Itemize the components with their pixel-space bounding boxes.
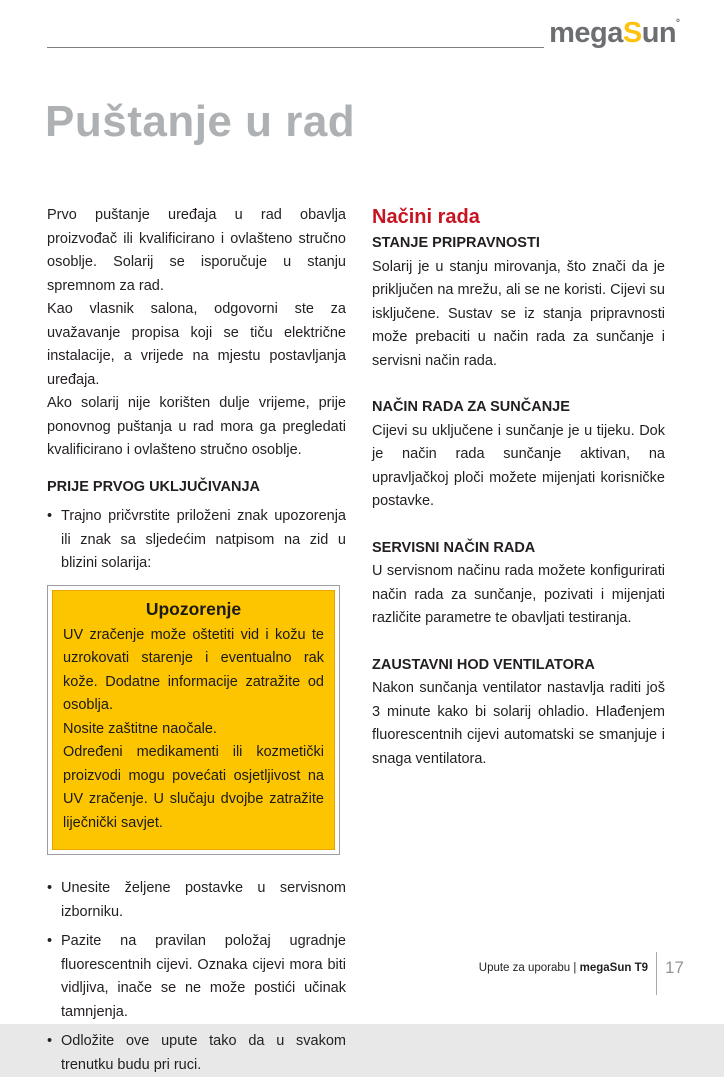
mode-title: NAČIN RADA ZA SUNČANJE [372, 399, 570, 415]
list-item-text: Unesite željene postavke u servisnom izborniku. [61, 880, 346, 920]
bullet-icon: • [47, 1033, 53, 1049]
footer-label: Upute za uporabu [478, 962, 571, 974]
header-rule [47, 47, 544, 48]
warning-title: Upozorenje [145, 598, 242, 619]
warning-text: Određeni medikamenti ili kozmetički proizvodi mogu povećati osjetljivost na UV zračenje. U slučaju dvojbe zatražite liječnički savjet. [63, 744, 324, 831]
footer-separator: | [573, 962, 577, 974]
list-item [47, 877, 346, 924]
logo-text-prefix: mega [549, 17, 623, 49]
warning-box [47, 585, 340, 856]
right-column [372, 204, 665, 794]
bullet-icon: • [47, 508, 53, 524]
list-item [47, 930, 346, 1024]
logo-text-highlight: S [622, 17, 642, 49]
list-item [47, 1030, 346, 1077]
warning-box-inner [52, 590, 335, 851]
mode-body: Cijevi su uključene i sunčanje je u tijeku. Dok je način rada sunčanje aktivan, na upravljačkoj ploči možete mijenjati korisničke postavke. [372, 422, 665, 509]
modes-heading: Načini rada [372, 206, 480, 228]
footer-text [479, 962, 648, 974]
bullet-icon: • [47, 933, 53, 949]
mode-title: STANJE PRIPRAVNOSTI [372, 235, 540, 251]
section-heading-before-first-use: PRIJE PRVOG UKLJUČIVANJA [47, 478, 260, 495]
list-item-text: Trajno pričvrstite priloženi znak upozorenja ili znak sa sljedećim natpisom na zid u blizini solarija: [61, 508, 346, 571]
mode-body: Nakon sunčanja ventilator nastavlja raditi još 3 minute kako bi solarij ohladio. Hlađenjem fluorescentnih cijevi automatski se smanjuje i snaga ventilatora. [372, 680, 665, 767]
mode-body: Solarij je u stanju mirovanja, što znači da je priključen na mrežu, ali se ne koristi. Cijevi su isključene. Sustav se iz stanja pripravnosti može prebaciti u način rada za sunčanje i servisni način rada. [372, 258, 665, 369]
intro-paragraph: Ako solarij nije korišten dulje vrijeme, prije ponovnog puštanja u rad mora ga pregledati kvalificirano i ovlašteno stručno osoblje. [47, 395, 346, 458]
mode-section-standby [372, 232, 665, 373]
list-item-text: Pazite na pravilan položaj ugradnje fluorescentnih cijevi. Oznaka cijevi mora biti vidljiva, inače se ne može postići učinak tamnjenja. [61, 933, 346, 1020]
page-number: 17 [665, 958, 684, 977]
mode-section-fan-rundown [372, 654, 665, 772]
intro-paragraph: Prvo puštanje uređaja u rad obavlja proizvođač ili kvalificirano i ovlašteno stručno osoblje. Solarij se isporučuje u stanju spremnom za rad. [47, 207, 346, 294]
intro-paragraph: Kao vlasnik salona, odgovorni ste za uvažavanje propisa koji se tiču električne instalacije, a vrijede na mjestu postavljanja uređaja. [47, 301, 346, 388]
footer-divider [656, 952, 657, 995]
checklist [47, 877, 346, 1077]
logo-text-suffix: un [641, 17, 677, 49]
mode-title: SERVISNI NAČIN RADA [372, 539, 536, 556]
footer-product-name: megaSun T9 [579, 962, 648, 974]
mode-body: U servisnom načinu rada možete konfigurirati način rada za sunčanje, pozivati i mijenjati različite parametre te obavljati testiranja. [372, 563, 665, 626]
left-column [47, 204, 346, 1077]
warning-text: Nosite zaštitne naočale. [63, 720, 217, 737]
logo-trademark-mark: ˚ [676, 17, 680, 32]
bullet-icon: • [47, 880, 53, 896]
mode-section-service [372, 537, 665, 631]
mode-title: ZAUSTAVNI HOD VENTILATORA [372, 656, 595, 673]
page-title: Puštanje u rad [45, 97, 356, 146]
list-item [47, 505, 346, 576]
mode-section-tanning [372, 396, 665, 514]
list-item-text: Odložite ove upute tako da u svakom trenutku budu pri ruci. [61, 1033, 346, 1073]
warning-text: UV zračenje može oštetiti vid i kožu te uzrokovati starenje i eventualno rak kože. Dodatne informacije zatražite od osoblja. [63, 626, 324, 713]
megasun-logo [549, 17, 680, 50]
